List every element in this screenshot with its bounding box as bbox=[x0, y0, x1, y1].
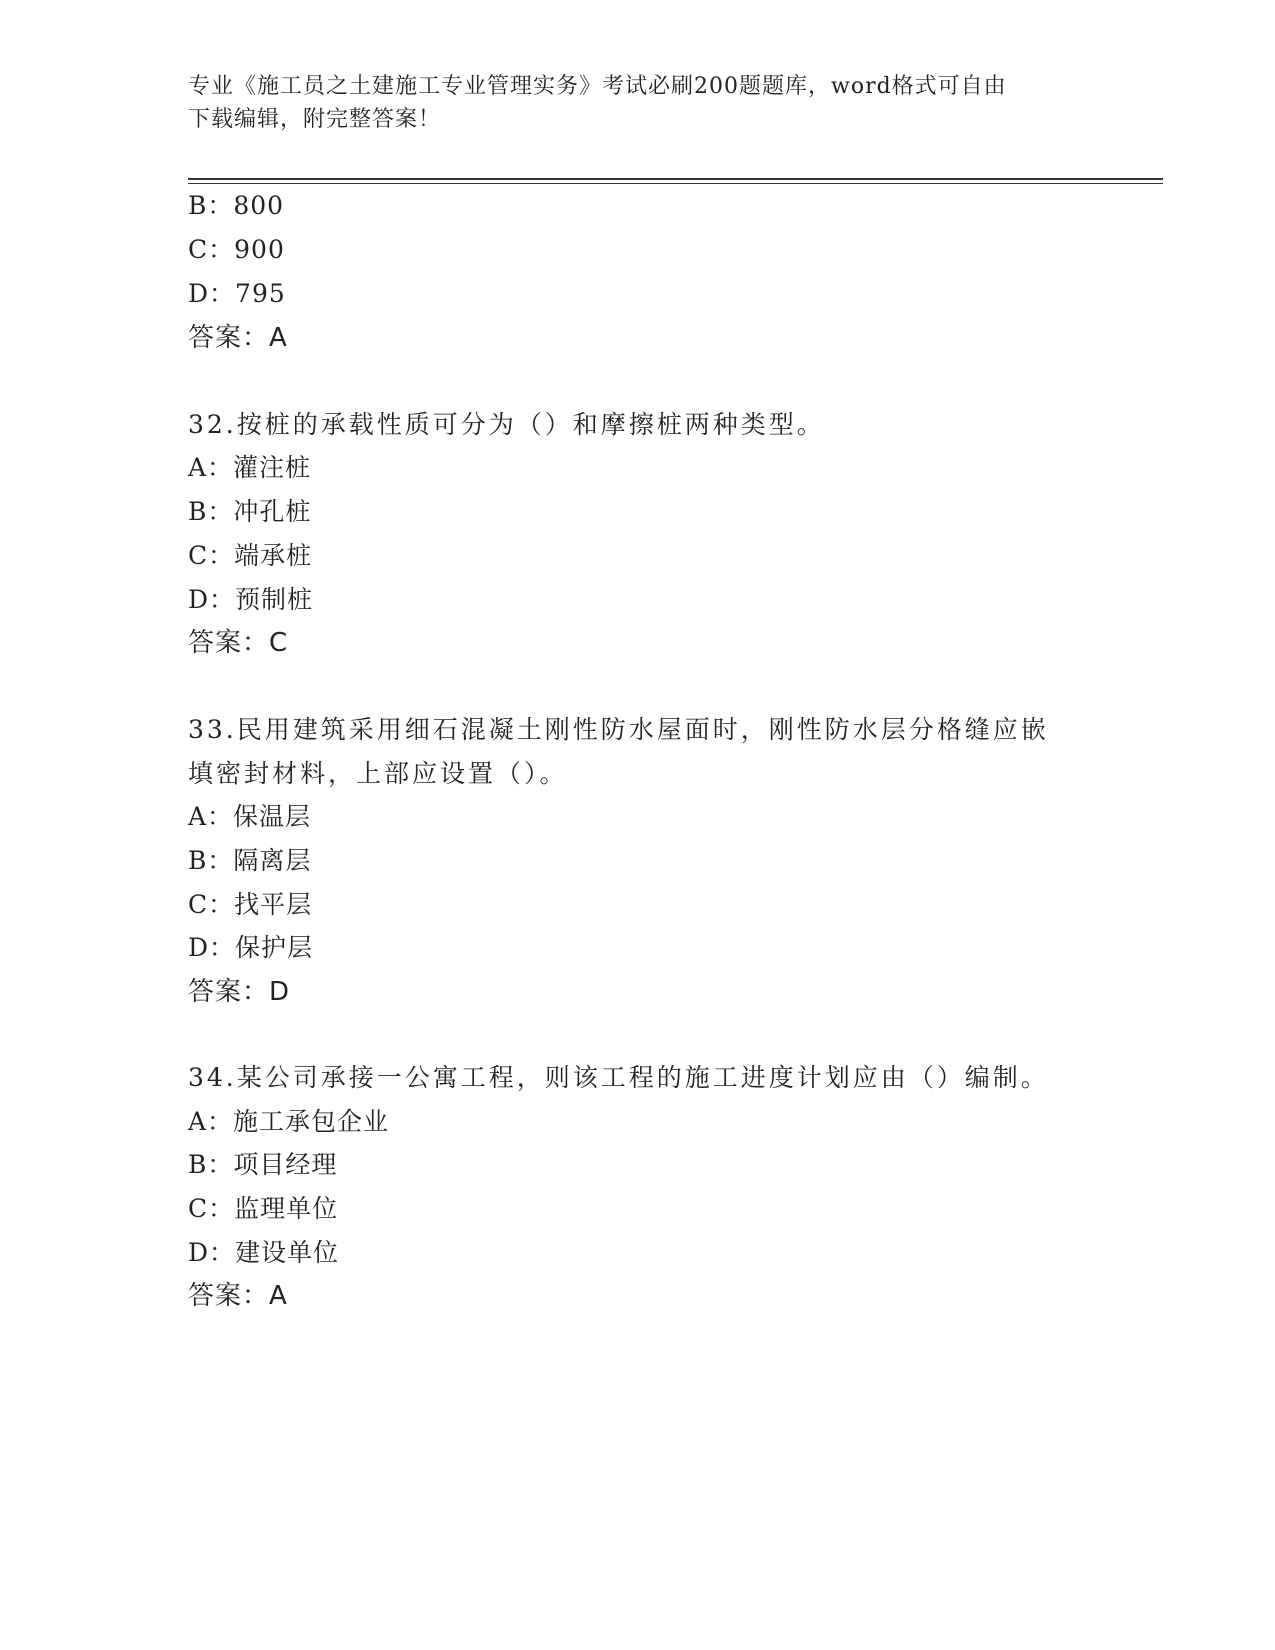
option-b: B：项目经理 bbox=[188, 1150, 338, 1179]
option-d: D：预制桩 bbox=[188, 585, 314, 614]
option-a: A：施工承包企业 bbox=[188, 1107, 390, 1136]
option-c: C：900 bbox=[188, 235, 285, 264]
option-d: D：保护层 bbox=[188, 933, 314, 962]
question-stem: 34.某公司承接一公寓工程，则该工程的施工进度计划应由（）编制。 bbox=[188, 1063, 1049, 1092]
document-header bbox=[188, 70, 1088, 136]
answer-line: 答案：A bbox=[188, 323, 288, 353]
header-rule-thin bbox=[188, 183, 1163, 184]
option-c: C：监理单位 bbox=[188, 1194, 339, 1223]
option-b: B：冲孔桩 bbox=[188, 497, 312, 526]
question-stem: 33.民用建筑采用细石混凝土刚性防水屋面时，刚性防水层分格缝应嵌 bbox=[188, 715, 1049, 744]
question-stem-continued: 填密封材料，上部应设置（）。 bbox=[188, 759, 568, 788]
header-line-1: 专业《施工员之土建施工专业管理实务》考试必刷200题题库，word格式可自由 bbox=[188, 74, 1007, 99]
option-b: B：隔离层 bbox=[188, 846, 312, 875]
option-d: D：795 bbox=[188, 279, 286, 308]
option-a: A：灌注桩 bbox=[188, 453, 312, 482]
option-d: D：建设单位 bbox=[188, 1238, 340, 1267]
option-c: C：端承桩 bbox=[188, 541, 313, 570]
header-line-2: 下载编辑，附完整答案！ bbox=[188, 107, 442, 132]
answer-line: 答案：D bbox=[188, 977, 291, 1007]
answer-line: 答案：A bbox=[188, 1281, 288, 1311]
answer-line: 答案：C bbox=[188, 628, 289, 658]
header-rule-thick bbox=[188, 178, 1163, 180]
option-c: C：找平层 bbox=[188, 890, 313, 919]
option-b: B：800 bbox=[188, 191, 285, 220]
option-a: A：保温层 bbox=[188, 802, 312, 831]
question-stem: 32.按桩的承载性质可分为（）和摩擦桩两种类型。 bbox=[188, 410, 825, 439]
